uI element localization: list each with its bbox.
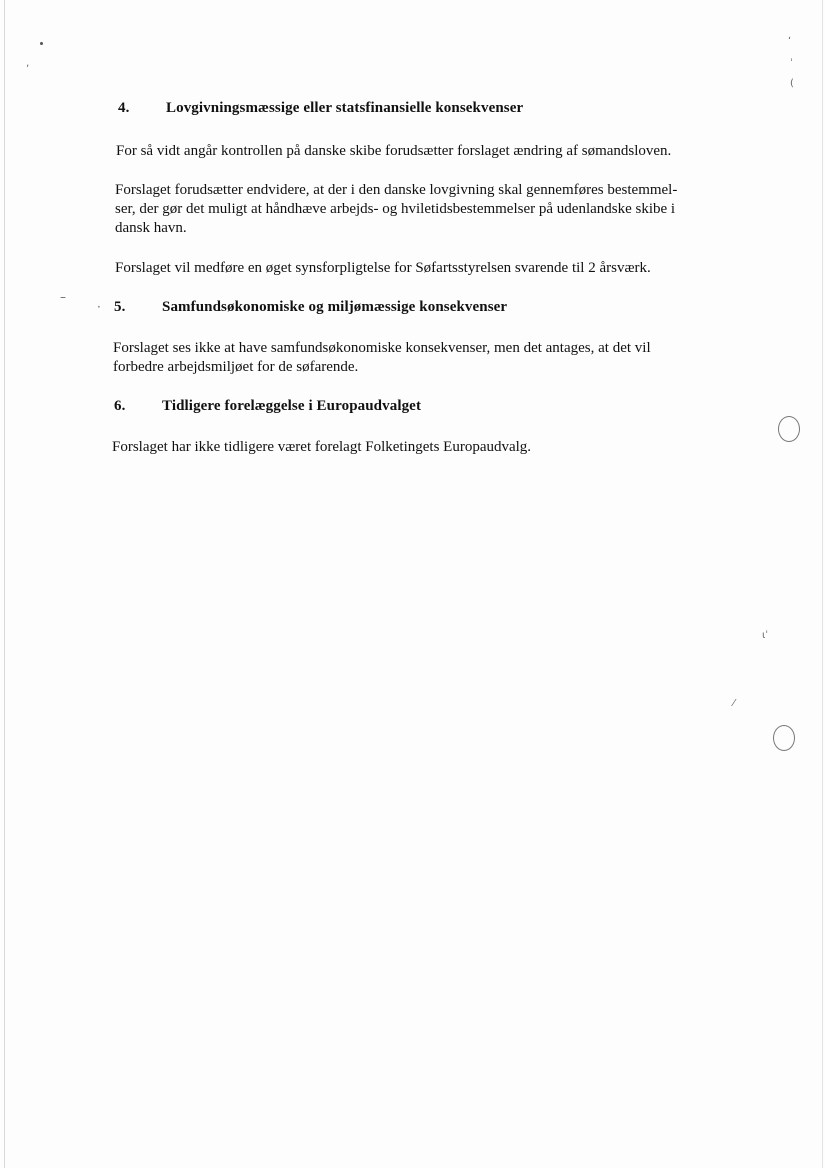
paragraph [112,438,742,457]
section-number: 6. [114,398,126,414]
scan-mark: · [97,300,101,314]
text-line: For så vidt angår kontrollen på danske skibe forudsætter forslaget ændring af sømandsloven. [116,143,672,159]
section-title: Tidligere forelæggelse i Europaudvalget [162,398,422,414]
section-heading [114,299,507,316]
section-number: 4. [118,100,130,116]
scan-mark: ˈ [790,58,793,69]
paragraph [115,181,745,238]
paragraph [113,339,743,377]
section-heading [114,398,421,415]
section-number: 5. [114,299,126,315]
section-heading [118,100,523,117]
text-line: Forslaget har ikke tidligere været forelagt Folketingets Europaudvalg. [112,439,532,455]
scan-mark: ɩˈ [762,630,769,641]
text-line: dansk havn. [115,220,187,236]
section-title: Samfundsøkonomiske og miljømæssige konsekvenser [162,299,508,315]
scan-left-edge [4,0,5,1168]
text-line: Forslaget forudsætter endvidere, at der i den danske lovgivning skal gennemføres bestemmel- [115,182,678,198]
scan-mark: ( [790,78,794,89]
paragraph [116,142,746,161]
scan-mark: – [60,290,66,304]
paragraph [115,259,745,278]
scan-mark: ⁄ [733,698,735,709]
scan-mark: ʻ [788,36,792,47]
text-line: Forslaget ses ikke at have samfundsøkonomiske konsekvenser, men det antages, at det vil [113,340,651,356]
text-line: ser, der gør det muligt at håndhæve arbejds- og hviletidsbestemmelser på udenlandske skibe i [115,201,676,217]
section-title: Lovgivningsmæssige eller statsfinansielle konsekvenser [166,100,524,116]
punch-hole [773,725,795,751]
scan-mark: ‚ [26,58,30,69]
text-line: Forslaget vil medføre en øget synsforpligtelse for Søfartsstyrelsen svarende til 2 årsværk. [115,260,651,276]
text-line: forbedre arbejdsmiljøet for de søfarende. [113,359,359,375]
scan-right-edge [822,0,823,1168]
punch-hole [778,416,800,442]
scan-speck [40,42,43,45]
